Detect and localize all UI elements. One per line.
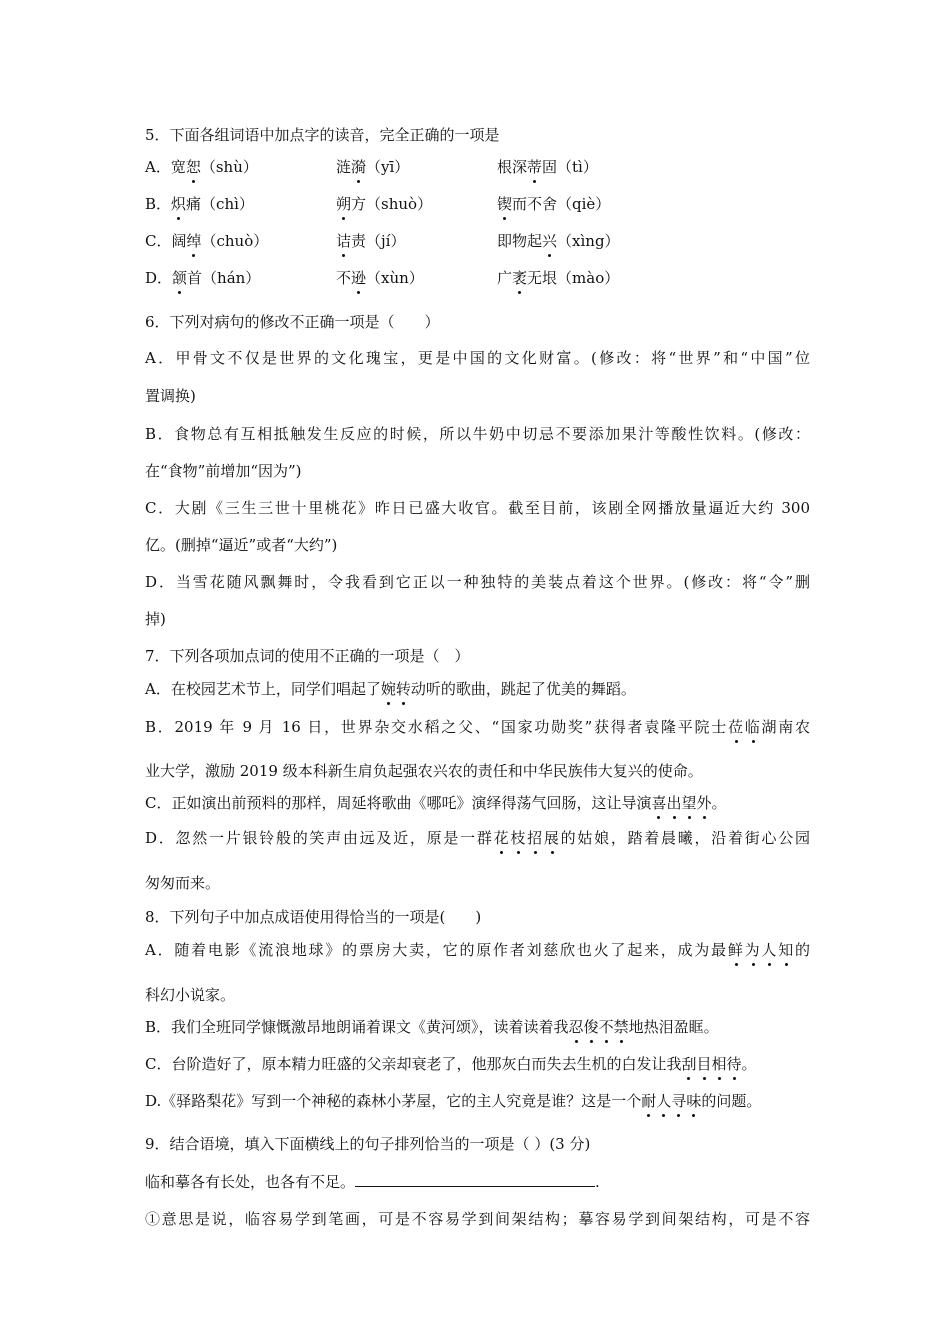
q7-option-a: A．在校园艺术节上，同学们唱起了婉转动听的歌曲，跳起了优美的舞蹈。 [145,680,636,698]
q5-option-c-word1: C．阔绰（chuò） [145,232,269,250]
q6-option-a-line2: 置调换) [145,387,196,405]
q7-stem: 7．下列各项加点词的使用不正确的一项是（ ） [145,647,470,665]
q6-option-b-line2: 在“食物”前增加“因为”) [145,462,302,480]
q7-option-b-line1: B．2019 年 9 月 16 日，世界杂交水稻之父、“国家功勋奖”获得者袁隆平院士莅临湖南农 [145,718,810,736]
q9-stem: 9．结合语境，填入下面横线上的句子排列恰当的一项是（ ）(3 分) [145,1135,591,1153]
q7-option-d-line1: D．忽然一片银铃般的笑声由远及近，原是一群花枝招展的姑娘，踏着晨曦，沿着街心公园 [145,829,810,847]
q7-option-d-line2: 匆匆而来。 [145,874,221,892]
q5-option-d-word2: 不逊（xùn） [336,269,424,287]
q9-context [145,1170,600,1193]
q5-option-a-word1: A．宽恕（shù） [145,158,258,176]
q9-answer-blank[interactable] [355,1170,595,1187]
q8-stem: 8．下列句子中加点成语使用得恰当的一项是( ) [145,908,482,926]
q8-option-a-line1: A．随着电影《流浪地球》的票房大卖，它的原作者刘慈欣也火了起来，成为最鲜为人知的 [145,941,810,959]
q8-option-c: C．台阶造好了，原本精力旺盛的父亲却衰老了，他那灰白而失去生机的白发让我刮目相待。 [145,1055,757,1073]
q5-option-a-word3: 根深蒂固（tì） [497,158,598,176]
q5-option-d-word1: D．颔首（hán） [145,269,261,287]
q5-stem: 5．下面各组词语中加点字的读音，完全正确的一项是 [145,126,500,144]
q6-option-c-line2: 亿。(删掉“逼近”或者“大约”) [145,536,338,554]
q6-option-b-line1: B．食物总有互相抵触发生反应的时候，所以牛奶中切忌不要添加果汁等酸性饮料。(修改： [145,425,810,443]
q9-context-lead: 临和摹各有长处，也各有不足。 [145,1173,356,1191]
q5-option-c-word3: 即物起兴（xìng） [497,232,620,250]
q7-option-c: C．正如演出前预料的那样，周延将歌曲《哪吒》演绎得荡气回肠，这让导演喜出望外。 [145,794,727,812]
q5-option-b-word1: B．炽痛（chì） [145,195,254,213]
q8-option-a-line2: 科幻小说家。 [145,986,236,1004]
q6-option-d-line1: D．当雪花随风飘舞时，令我看到它正以一种独特的美装点着这个世界。(修改：将“令”删 [145,573,810,591]
q5-option-d-word3: 广袤无垠（mào） [497,269,620,287]
q6-option-c-line1: C．大剧《三生三世十里桃花》昨日已盛大收官。截至目前，该剧全网播放量逼近大约 300 [145,499,810,517]
q6-option-d-line2: 掉) [145,610,166,628]
q5-option-c-word2: 诘责（jí） [336,232,406,250]
q8-option-b: B．我们全班同学慷慨激昂地朗诵着课文《黄河颂》，读着读着我忍俊不禁地热泪盈眶。 [145,1018,719,1036]
q5-option-b-word3: 锲而不舍（qiè） [497,195,611,213]
q8-option-d: D.《驿路梨花》写到一个神秘的森林小茅屋，它的主人究竟是谁？这是一个耐人寻味的问题。 [145,1092,762,1110]
q5-option-b-word2: 朔方（shuò） [336,195,433,213]
q7-option-b-line2: 业大学，激励 2019 级本科新生肩负起强农兴农的责任和中华民族伟大复兴的使命。 [145,762,703,780]
q9-option-1: ①意思是说，临容易学到笔画，可是不容易学到间架结构；摹容易学到间架结构，可是不容 [145,1210,810,1228]
q6-stem: 6．下列对病句的修改不正确一项是（ ） [145,313,440,331]
q9-context-end: . [595,1173,600,1191]
q6-option-a-line1: A．甲骨文不仅是世界的文化瑰宝，更是中国的文化财富。(修改：将“世界”和“中国”位 [145,349,810,367]
q5-option-a-word2: 涟漪（yī） [336,158,410,176]
